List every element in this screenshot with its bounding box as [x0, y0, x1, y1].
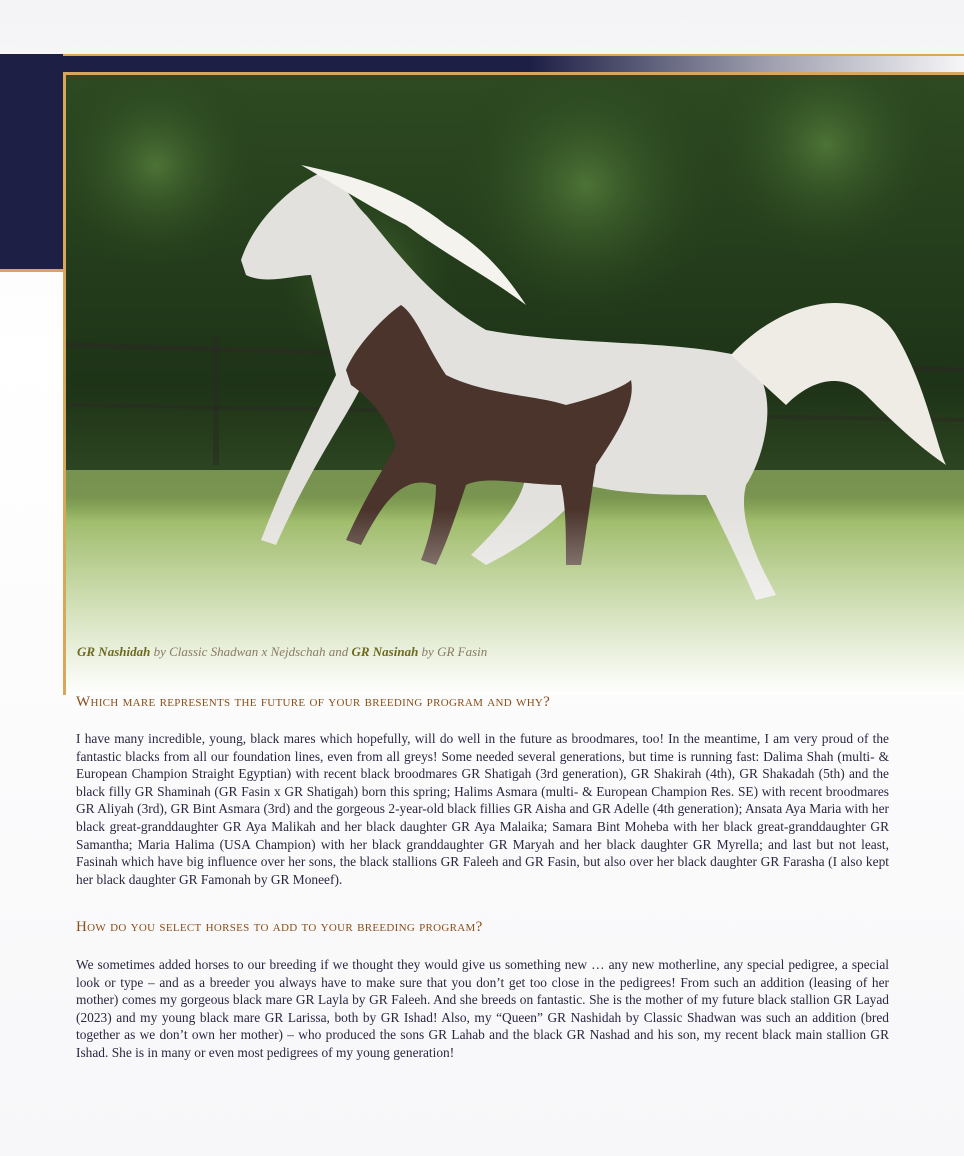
caption-pedigree-foal: by GR Fasin	[418, 644, 488, 659]
section1-heading: Which mare represents the future of your breeding program and why?	[76, 694, 551, 710]
caption-pedigree-mare: by Classic Shadwan x Nejdschah and	[150, 644, 352, 659]
section2-body: We sometimes added horses to our breeding if we thought they would give us something new … any new motherline, any special pedigree, a special look or type – and as a breeder you always have to make sure that you don’t get too close in the pedigrees! From such an addition (leasing of her mother) comes my gorgeous black mare GR Layla by GR Faleeh. And she breeds on fantastic. She is the mother of my future black stallion GR Layad (2023) and my young black mare GR Larissa, both by GR Ishad! Also, my “Queen” GR Nashidah by Classic Shadwan was such an addition (bred together as we don’t own her mother) – who produced the sons GR Lahab and the black GR Nashad and his son, my recent black main stallion GR Ishad. She is in many or even most pedigrees of my young generation!	[76, 957, 889, 1060]
caption-name-mare: GR Nashidah	[77, 644, 151, 659]
section2-heading: How do you select horses to add to your breeding program?	[76, 919, 483, 935]
photo-caption	[77, 644, 487, 660]
section1-body: I have many incredible, young, black mares which hopefully, will do well in the future as broodmares, too! In the meantime, I am very proud of the fantastic blacks from all our foundation lines, even from all greys! Some needed several generations, but time is running fast: Dalima Shah (multi- & European Champion Straight Egyptian) with recent black broodmares GR Shatigah (3rd generation), GR Shakirah (4th), GR Shakadah (5th) and the black filly GR Shaminah (GR Fasin x GR Shatigah) born this spring; Halims Asmara (multi- & European Champion Res. SE) with recent broodmares GR Aliyah (3rd), GR Bint Asmara (3rd) and the gorgeous 2-year-old black fillies GR Aisha and GR Adelle (4th generation); Ansata Aya Maria with her black great-granddaughter GR Aya Malikah and her black daughter GR Aya Malaika; Samara Bint Moheba with her black great-granddaughter GR Samantha; Maria Halima (USA Champion) with her black granddaughter GR Maryah and her black daughter GR Myrella; and last but not least, Fasinah which have big influence over her sons, the black stallions GR Faleeh and GR Fasin, but also over her black daughter GR Farasha (I also kept her black daughter GR Famonah by GR Moneef).	[76, 731, 889, 887]
side-accent-block	[0, 54, 63, 272]
horse-photo	[63, 72, 964, 695]
caption-name-foal: GR Nasinah	[351, 644, 419, 659]
